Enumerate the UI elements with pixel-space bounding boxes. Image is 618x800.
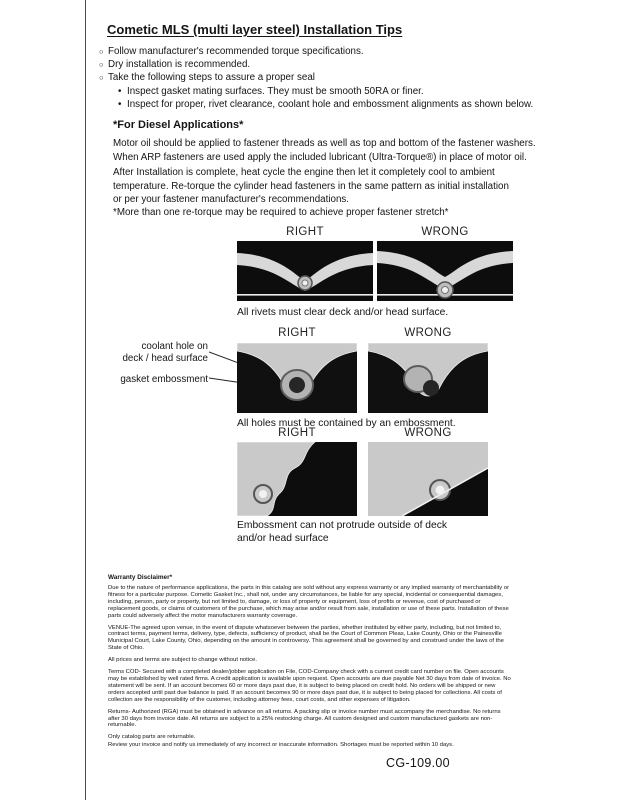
text-line: temperature. Re-torque the cylinder head fasteners in the same pattern as initial installation bbox=[113, 180, 509, 192]
text-line: When ARP fasteners are used apply the included lubricant (Ultra-Torque®) in place of motor oil. bbox=[113, 151, 527, 163]
tip-text: Dry installation is recommended. bbox=[108, 59, 251, 71]
text-line: Motor oil should be applied to fastener threads as well as top and bottom of the fastener washers. bbox=[113, 138, 536, 149]
disclaimer-paragraph: All prices and terms are subject to change without notice. bbox=[108, 657, 257, 664]
wrong-label-row2: WRONG bbox=[404, 327, 452, 339]
page-number: CG-109.00 bbox=[386, 756, 450, 770]
disclaimer-paragraph: Review your invoice and notify us immediately of any incorrect or inaccurate information. Shortages must be reported within 10 days. bbox=[108, 742, 454, 749]
disclaimer-paragraph: Returns- Authorized (RGA) must be obtained in advance on all returns. A packing slip or invoice number must accompany the merchandise. No returns after 30 days from invoice date. All returns are subject to a 25% restocking charge. All custom designed and custom manufactured gaskets are non-returnable. bbox=[108, 708, 501, 729]
solid-bullet-icon: • bbox=[118, 85, 122, 97]
warranty-disclaimer bbox=[108, 574, 512, 754]
annotation-line: deck / head surface bbox=[122, 352, 208, 364]
disclaimer-paragraph: Only catalog parts are returnable. bbox=[108, 734, 196, 741]
tip-text: Inspect gasket mating surfaces. They must be smooth 50RA or finer. bbox=[127, 85, 424, 97]
rivet-right-diagram bbox=[237, 241, 373, 301]
page-left-edge-line bbox=[85, 0, 86, 800]
right-label-row3: RIGHT bbox=[278, 427, 316, 439]
text-line: All rivets must clear deck and/or head surface. bbox=[237, 307, 449, 318]
disclaimer-heading: Warranty Disclaimer* bbox=[108, 574, 173, 581]
list-item bbox=[99, 58, 533, 71]
list-item bbox=[99, 45, 533, 58]
right-label-row2: RIGHT bbox=[278, 327, 316, 339]
text-line: After Installation is complete, heat cycle the engine then let it completely cool to ambient bbox=[113, 167, 495, 178]
tip-text: Take the following steps to assure a proper seal bbox=[108, 72, 315, 84]
solid-bullet-icon: • bbox=[118, 98, 122, 110]
list-sub-item bbox=[118, 98, 533, 111]
right-label-row1: RIGHT bbox=[286, 226, 324, 238]
text-line: or per your fastener manufacturer's recommendations. bbox=[113, 194, 350, 205]
tip-text: Follow manufacturer's recommended torque specifications. bbox=[108, 46, 364, 57]
wrong-label-row3: WRONG bbox=[404, 427, 452, 439]
deck-edge-wrong-diagram bbox=[368, 442, 488, 516]
deck-edge-right-diagram bbox=[237, 442, 357, 516]
text-line: All holes must be contained by an embossment. bbox=[237, 418, 456, 429]
page-title: Cometic MLS (multi layer steel) Installation Tips bbox=[107, 22, 403, 37]
disclaimer-paragraph: Terms COD- Secured with a completed dealer/jobber application on File, COD-Company check with a current credit card number on file. Open accounts may be established by well rated firms. A credit application is available upon request. Open accounts are due payable Net 30 days from date of invoice. No statement will be sent. If an account becomes 60 or more days past due, it is subject to being placed on credit hold. No orders will be shipped or new orders accepted until past due balance is paid. If an account becomes 90 or more days past due, it is subject to being placed for collections. All costs of collection are the responsibility of the customer, including attorney fees, court costs, and other expenses of litigation. bbox=[108, 669, 511, 703]
installation-tips-list bbox=[99, 45, 533, 111]
embossment-wrong-diagram bbox=[368, 343, 488, 413]
annotation-coolant-hole bbox=[96, 341, 208, 364]
list-sub-item bbox=[118, 85, 533, 98]
rivet-wrong-diagram bbox=[377, 241, 513, 301]
wrong-label-row1: WRONG bbox=[421, 226, 469, 238]
tip-text: Inspect for proper, rivet clearance, coolant hole and embossment alignments as shown below. bbox=[127, 98, 534, 110]
embossment-right-diagram bbox=[237, 343, 357, 413]
disclaimer-paragraph: Due to the nature of performance applications, the parts in this catalog are sold without any express warranty or any implied warranty of merchantability or fitness for a particular purpose. Cometic Gasket Inc., shall not, under any circumstances, be liable for any special, incidental or consequential damages, including, person, party or property, but not limited to, damage, or loss of property or equipment, loss of profits or revenue, cost of purchased or replacement goods, or claims of customers of the purchase, which may arise and/or result from sale, installation or use of these parts. Installation of these parts could adversely affect the motor manufacturers warranty coverage. bbox=[108, 585, 510, 619]
annotation-gasket-embossment: gasket embossment bbox=[120, 374, 208, 385]
retorque-note bbox=[113, 206, 448, 220]
caption-rivets bbox=[237, 306, 448, 319]
open-bullet-icon: ○ bbox=[99, 47, 104, 56]
text-line: Embossment can not protrude outside of deck bbox=[237, 520, 448, 531]
list-item bbox=[99, 71, 533, 84]
disclaimer-paragraph: VENUE-The agreed upon venue, in the event of dispute whatsoever between the parties, whether instituted by either party, including, but not limited to, contract terms, payment terms, delivery, type, defects, sufficiency of product, shall be the Court of Common Pleas, Lake County, Ohio or the Painesville Municipal Court, Lake County, Ohio, depending on the amount in controversy. This agreement shall be governed by and construed under the laws of the State of Ohio. bbox=[108, 624, 504, 652]
caption-embossment-protrude bbox=[237, 519, 447, 545]
diesel-paragraph-1 bbox=[113, 137, 536, 164]
diesel-applications-heading: *For Diesel Applications* bbox=[113, 119, 244, 131]
diesel-paragraph-2 bbox=[113, 166, 509, 207]
text-line: and/or head surface bbox=[237, 533, 329, 544]
annotation-line: coolant hole on bbox=[141, 341, 208, 352]
open-bullet-icon: ○ bbox=[99, 60, 104, 70]
text-line: *More than one re-torque may be required to achieve proper fastener stretch* bbox=[113, 207, 449, 218]
open-bullet-icon: ○ bbox=[99, 73, 104, 83]
